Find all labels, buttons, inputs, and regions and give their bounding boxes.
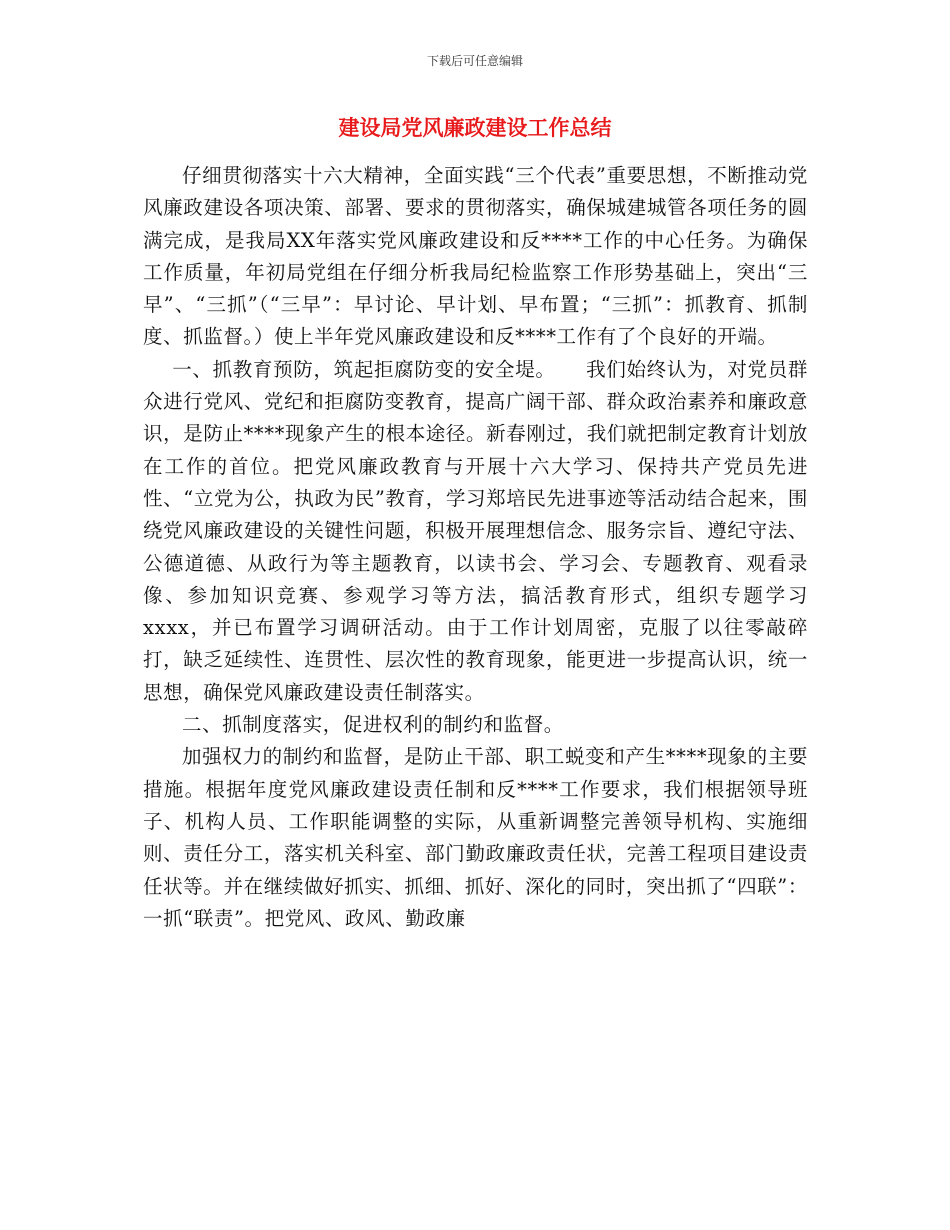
paragraph-section-2-heading: 二、抓制度落实，促进权利的制约和监督。 bbox=[182, 713, 564, 737]
paragraph-section-2-body: 加强权力的制约和监督，是防止干部、职工蜕变和产生****现象的主要措施。根据年度党风廉政建设责任制和反****工作要求，我们根据领导班子、机构人员、工作职能调整的实际，从重新调整完善领导机构、实施细则、责任分工，落实机关科室、部门勤政廉政责任状，完善工程项目建设责任状等。并在继续做好抓实、抓细、抓好、深化的同时，突出抓了“四联”：一抓“联责”。把党风、政风、勤政廉 bbox=[143, 745, 808, 930]
document-body bbox=[143, 160, 808, 935]
paragraph-section-1: 一、抓教育预防，筑起拒腐防变的安全堤。 我们始终认为，对党员群众进行党风、党纪和拒腐防变教育，提高广阔干部、群众政治素养和廉政意识，是防止****现象产生的根本途径。新春刚过，我们就把制定教育计划放在工作的首位。把党风廉政教育与开展十六大学习、保持共产党员先进性、“立党为公，执政为民”教育，学习郑培民先进事迹等活动结合起来，围绕党风廉政建设的关键性问题，积极开展理想信念、服务宗旨、遵纪守法、公德道德、从政行为等主题教育，以读书会、学习会、专题教育、观看录像、参加知识竞赛、参观学习等方法，搞活教育形式，组织专题学习xxxx，并已布置学习调研活动。由于工作计划周密，克服了以往零敲碎打，缺乏延续性、连贯性、层次性的教育现象，能更进一步提高认识，统一思想，确保党风廉政建设责任制落实。 bbox=[143, 357, 808, 704]
paragraph-intro: 仔细贯彻落实十六大精神，全面实践“三个代表”重要思想，不断推动党风廉政建设各项决策、部署、要求的贯彻落实，确保城建城管各项任务的圆满完成，是我局XX年落实党风廉政建设和反****工作的中心任务。为确保工作质量，年初局党组在仔细分析我局纪检监察工作形势基础上，突出“三早”、“三抓”（“三早”：早讨论、早计划、早布置；“三抓”：抓教育、抓制度、抓监督。）使上半年党风廉政建设和反****工作有了个良好的开端。 bbox=[143, 164, 808, 349]
header-note: 下载后可任意编辑 bbox=[426, 54, 523, 68]
document-title: 建设局党风廉政建设工作总结 bbox=[338, 116, 612, 140]
